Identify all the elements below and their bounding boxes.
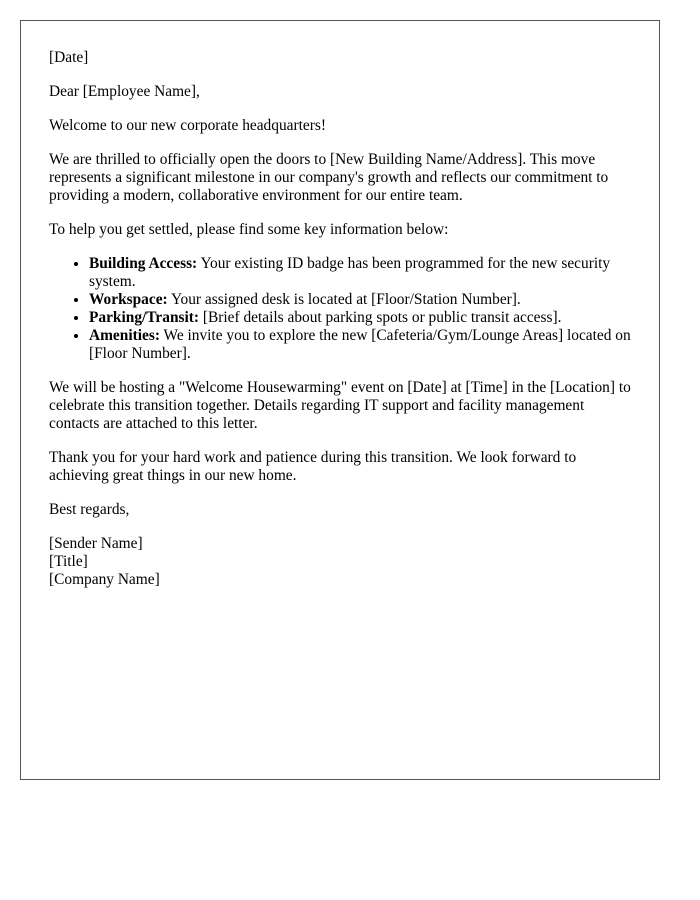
list-item-text: Your existing ID badge has been programmed for the new security system.	[89, 255, 611, 290]
company-name: [Company Name]	[49, 571, 160, 588]
sender-title: [Title]	[49, 553, 88, 570]
list-item-label: Workspace:	[89, 291, 168, 308]
letter-salutation: Dear [Employee Name],	[49, 83, 200, 100]
letter-welcome: Welcome to our new corporate headquarters!	[49, 117, 326, 134]
sender-name: [Sender Name]	[49, 535, 143, 552]
letter-closing: Best regards,	[49, 501, 130, 518]
list-item-amenities	[89, 327, 631, 363]
letter-intro-paragraph: We are thrilled to officially open the doors to [New Building Name/Address]. This move represents a significant milestone in our company's growth and reflects our commitment to providing a modern, collaborative environment for our entire team.	[49, 151, 609, 204]
list-item-label: Parking/Transit:	[89, 309, 200, 326]
letter-event-paragraph: We will be hosting a "Welcome Housewarming" event on [Date] at [Time] in the [Location] to celebrate this transition together. Details regarding IT support and facility management contacts are attached to this letter.	[49, 379, 631, 432]
list-item-workspace	[89, 291, 631, 309]
list-item-building-access	[89, 255, 631, 291]
letter-info-lead: To help you get settled, please find some key information below:	[49, 221, 449, 238]
letter-thanks-paragraph: Thank you for your hard work and patience during this transition. We look forward to achieving great things in our new home.	[49, 449, 577, 484]
list-item-text: We invite you to explore the new [Cafeteria/Gym/Lounge Areas] located on [Floor Number].	[89, 327, 631, 362]
list-item-text: [Brief details about parking spots or public transit access].	[199, 309, 562, 326]
list-item-parking-transit	[89, 309, 631, 327]
list-item-label: Building Access:	[89, 255, 198, 272]
list-item-label: Amenities:	[89, 327, 160, 344]
signature-block	[49, 535, 631, 589]
list-item-text: Your assigned desk is located at [Floor/Station Number].	[167, 291, 521, 308]
key-info-list	[49, 255, 631, 363]
letter-date: [Date]	[49, 49, 89, 66]
letter-document	[20, 20, 660, 780]
